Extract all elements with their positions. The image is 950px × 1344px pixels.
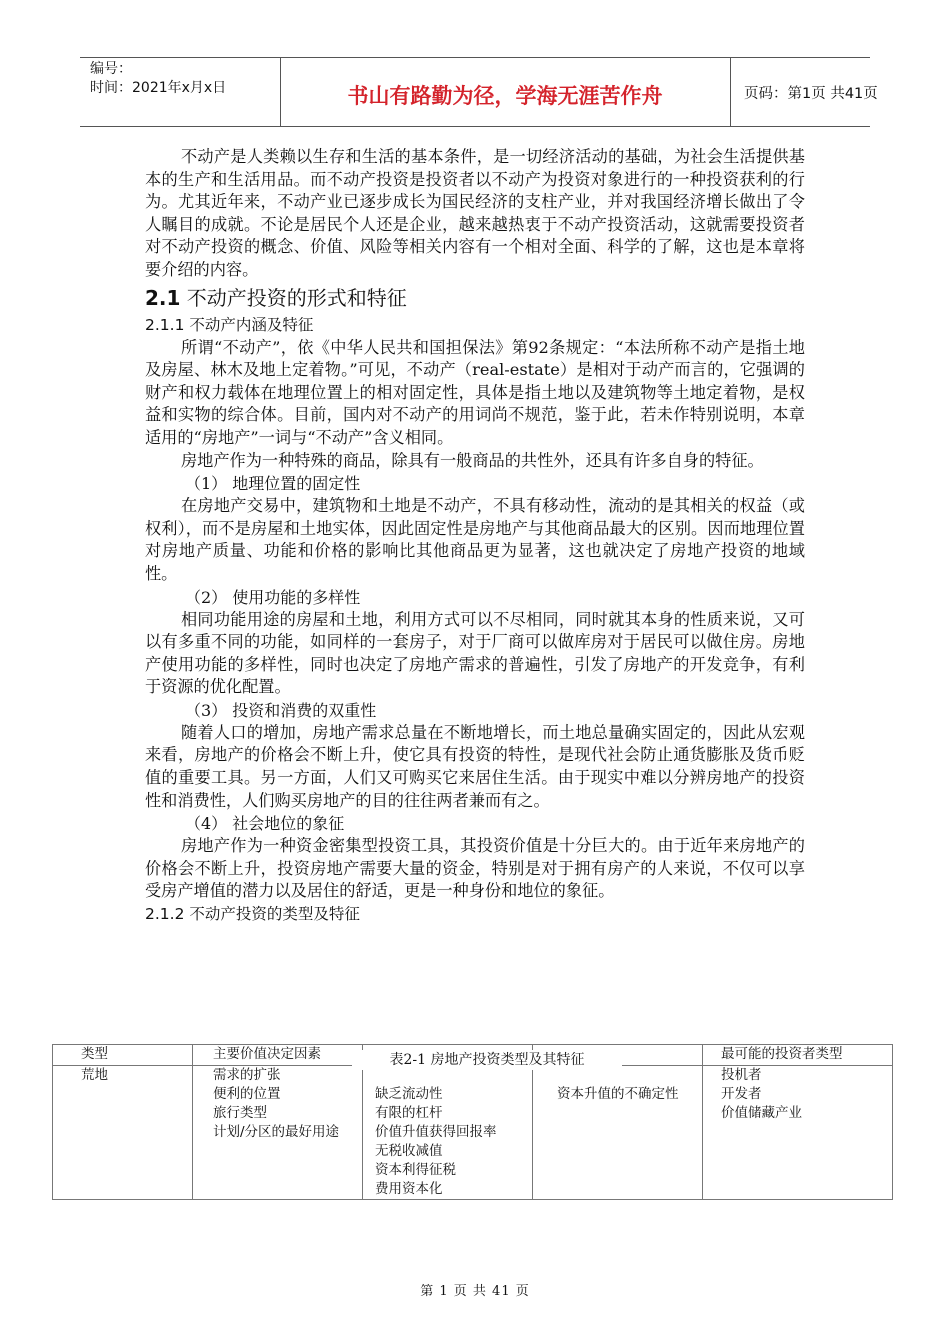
col3-line: 费用资本化 [375, 1181, 443, 1197]
factor-line: 需求的扩张 [213, 1067, 281, 1083]
subsection-heading-2-1-1: 2.1.1 不动产内涵及特征 [145, 315, 314, 334]
table-header-type: 类型 [53, 1045, 193, 1066]
table-cell-investors [703, 1066, 893, 1200]
col3-line: 资本利得征税 [375, 1162, 456, 1178]
factor-line: 便利的位置 [213, 1086, 281, 1102]
investor-line: 价值储藏产业 [721, 1105, 802, 1121]
col4-line: 资本升值的不确定性 [557, 1086, 679, 1102]
document-body [145, 146, 805, 926]
features-intro-paragraph: 房地产作为一种特殊的商品，除具有一般商品的共性外，还具有许多自身的特征。 [181, 450, 764, 470]
header-page-info: 页码：第1页 共41页 [744, 86, 878, 102]
feature-2-title: （2） 使用功能的多样性 [185, 587, 361, 607]
table-row [53, 1066, 893, 1200]
feature-3-title: （3） 投资和消费的双重性 [185, 700, 377, 720]
investor-line: 投机者 [721, 1067, 762, 1083]
table-cell-type: 荒地 [53, 1066, 193, 1200]
table-caption: 表2-1 房地产投资类型及其特征 [352, 1050, 622, 1070]
page-footer: 第 1 页 共 41 页 [420, 1284, 530, 1299]
page-header [80, 57, 878, 127]
header-middle-cell [280, 58, 731, 126]
feature-4-title: （4） 社会地位的象征 [185, 814, 345, 834]
header-left-cell [80, 58, 281, 126]
factor-line: 计划/分区的最好用途 [213, 1124, 340, 1140]
feature-3-text: 随着人口的增加，房地产需求总量在不断地增长，而土地总量确实固定的，因此从宏观来看，房地产的价格会不断上升，使它具有投资的特性，是现代社会防止通货膨胀及货币贬值的重要工具。另一方面，人们又可购买它来居住生活。由于现实中难以分辨房地产的投资性和消费性，人们购买房地产的目的往往两者兼而有之。 [145, 722, 805, 810]
feature-1-text: 在房地产交易中，建筑物和土地是不动产，不具有移动性，流动的是其相关的权益（或权利），而不是房屋和土地实体，因此固定性是房地产与其他商品最大的区别。因而地理位置对房地产质量、功能和价格的影响比其他商品更为显著，这也就决定了房地产投资的地域性。 [145, 496, 805, 583]
subsection-heading-2-1-2: 2.1.2 不动产投资的类型及特征 [145, 905, 360, 924]
section-title: 不动产投资的形式和特征 [186, 285, 407, 310]
table-cell-col4 [533, 1066, 703, 1200]
header-motto: 书山有路勤为径，学海无涯苦作舟 [347, 84, 663, 108]
investment-types-table-wrap [52, 1044, 892, 1199]
table-cell-col3 [363, 1066, 533, 1200]
document-number-label: 编号： [90, 61, 132, 77]
feature-1-title: （1） 地理位置的固定性 [185, 474, 361, 494]
section-number: 2.1 [145, 285, 181, 310]
table-header-investors: 最可能的投资者类型 [703, 1045, 893, 1066]
table-cell-factors [193, 1066, 363, 1200]
col3-line: 价值升值获得回报率 [375, 1124, 497, 1140]
factor-line: 旅行类型 [213, 1105, 267, 1121]
intro-paragraph: 不动产是人类赖以生存和生活的基本条件，是一切经济活动的基础，为社会生活提供基本的生产和生活用品。而不动产投资是投资者以不动产为投资对象进行的一种投资获利的行为。尤其近年来，不动产业已逐步成长为国民经济的支柱产业，并对我国经济增长做出了令人瞩目的成就。不论是居民个人还是企业，越来越热衷于不动产投资活动，这就需要投资者对不动产投资的概念、价值、风险等相关内容有一个相对全面、科学的了解，这也是本章将要介绍的内容。 [145, 147, 805, 279]
feature-4-text: 房地产作为一种资金密集型投资工具，其投资价值是十分巨大的。由于近年来房地产的价格会不断上升，投资房地产需要大量的资金，特别是对于拥有房产的人来说，不仅可以享受房产增值的潜力以及居住的舒适，更是一种身份和地位的象征。 [145, 836, 805, 901]
document-time-label: 时间：2021年x月x日 [90, 80, 227, 96]
feature-2-text: 相同功能用途的房屋和土地，利用方式可以不尽相同，同时就其本身的性质来说，又可以有多重不同的功能，如同样的一套房子，对于厂商可以做库房对于居民可以做住房。房地产使用功能的多样性，同时也决定了房地产需求的普遍性，引发了房地产的开发竞争，有利于资源的优化配置。 [145, 609, 805, 697]
col3-line: 无税收减值 [375, 1143, 443, 1159]
header-right-cell [730, 58, 878, 126]
section-heading-2-1 [145, 282, 805, 314]
col3-line: 有限的杠杆 [375, 1105, 443, 1121]
table-header-factors: 主要价值决定因素 [193, 1045, 363, 1066]
definition-paragraph: 所谓“不动产”，依《中华人民共和国担保法》第92条规定：“本法所称不动产是指土地及房屋、林木及地上定着物。”可见，不动产（real-estate）是相对于动产而言的，它强调的财产和权力载体在地理位置上的相对固定性，具体是指土地以及建筑物等土地定着物，是权益和实物的综合体。目前，国内对不动产的用词尚不规范，鉴于此，若未作特别说明，本章适用的“房地产”一词与“不动产”含义相同。 [145, 337, 805, 447]
investor-line: 开发者 [721, 1086, 762, 1102]
col3-line: 缺乏流动性 [375, 1086, 443, 1102]
